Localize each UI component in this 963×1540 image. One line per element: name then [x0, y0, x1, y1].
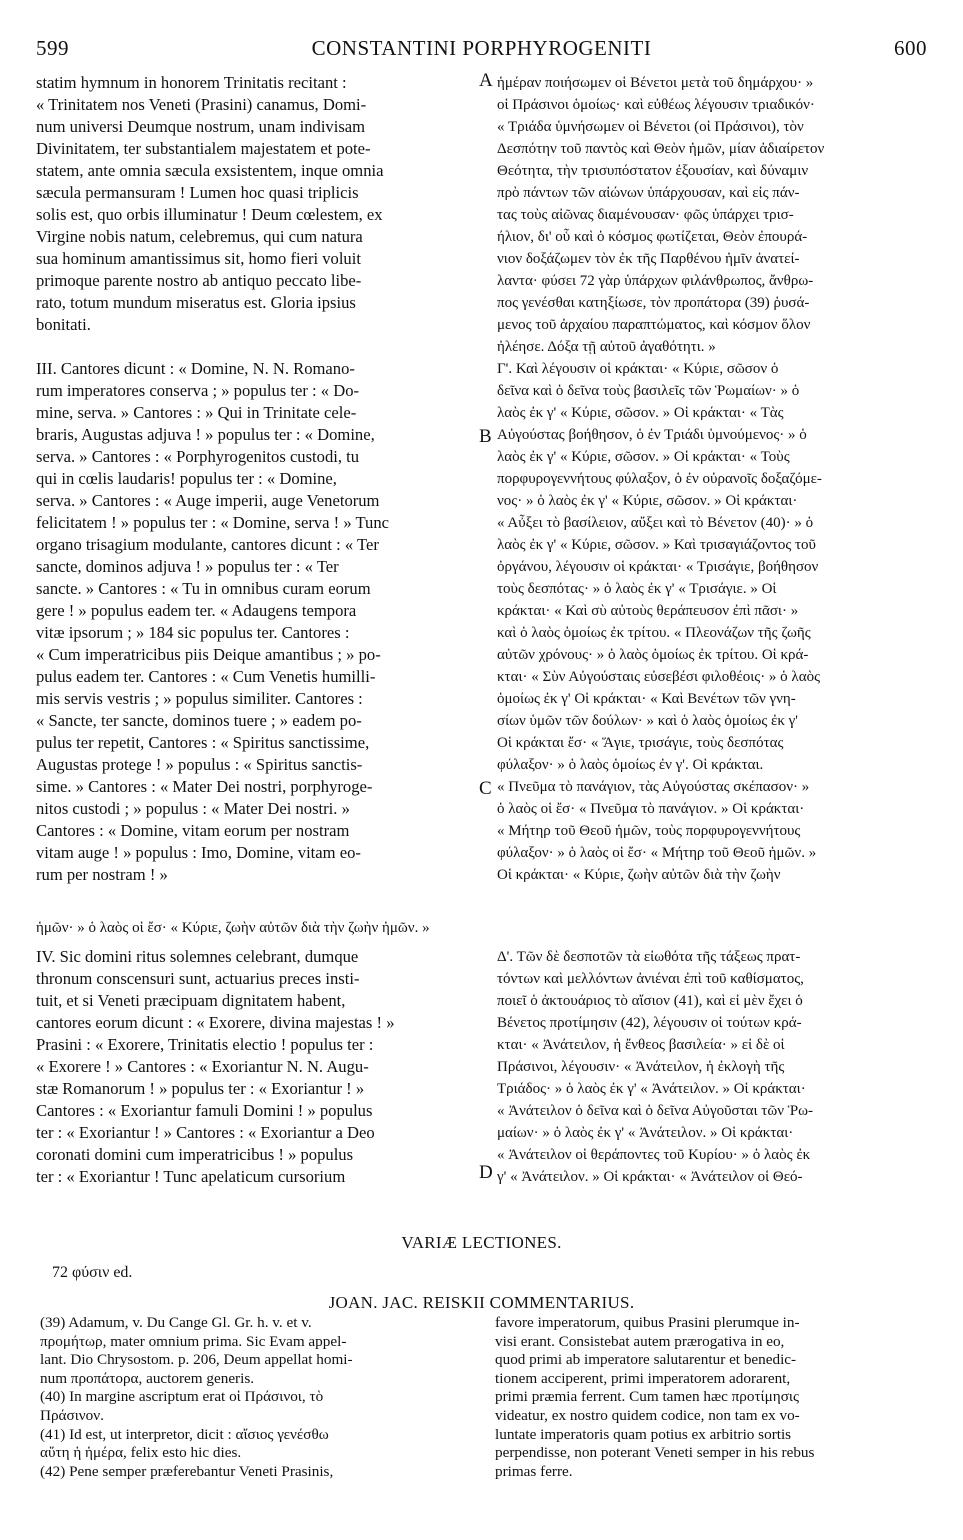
left-page-number: 599 — [36, 36, 69, 60]
text-line: λαὸς ἐκ γ' « Κύριε, σῶσον. » Καὶ τρισαγιάζοντος τοῦ — [497, 537, 816, 553]
margin-marker-a: A — [479, 70, 493, 91]
text-line: serva. » Cantores : « Auge imperii, auge Venetorum — [36, 491, 380, 510]
text-line: « Αὖξει τὸ βασίλειον, αὔξει καὶ τὸ Βένετον (40)· » ὁ — [497, 515, 814, 531]
text-line: (42) Pene semper præferebantur Veneti Prasinis, — [40, 1462, 334, 1480]
text-line: favore imperatorum, quibus Prasini plerumque in- — [495, 1314, 800, 1331]
spanning-greek-line: ἡμῶν· » ὁ λαὸς οἱ ἔσ· « Κύριε, ζωὴν αὐτῶν διὰ τὴν ζωὴν ἡμῶν. » — [36, 920, 430, 936]
commentary-heading: JOAN. JAC. REISKII COMMENTARIUS. — [328, 1293, 635, 1312]
text-line: Γ'. Καὶ λέγουσιν οἱ κράκται· « Κύριε, σῶσον ὁ — [497, 361, 779, 377]
text-line: Prasini : « Exorere, Trinitatis electio ! populus ter : — [36, 1035, 374, 1054]
text-line: τας τοὺς αἰῶνας διαμένουσαν· φῶς ὑπάρχει τρισ- — [497, 207, 794, 223]
text-line: solis est, quo orbis illuminatur ! Deum cœlestem, ex — [36, 205, 383, 224]
text-line: bonitati. — [36, 315, 91, 334]
text-line: num universi Deumque nostrum, unam indivisam — [36, 117, 366, 136]
text-line: rum imperatores conserva ; » populus ter : « Do- — [36, 381, 360, 400]
text-line: οἱ Πράσινοι ὁμοίως· καὶ εὐθέως λέγουσιν τριαδικόν· — [497, 97, 815, 113]
margin-marker-b: B — [479, 426, 492, 447]
text-line: « Πνεῦμα τὸ πανάγιον, τὰς Αὐγούστας σκέπασον· » — [497, 779, 810, 795]
text-line — [36, 336, 474, 358]
margin-marker-d: D — [479, 1162, 493, 1183]
text-line: III. Cantores dicunt : « Domine, N. N. Romano- — [36, 359, 355, 378]
text-line: προμήτωρ, mater omnium prima. Sic Evam appel- — [40, 1332, 347, 1350]
text-line: « Ἀνάτειλον ὁ δεῖνα καὶ ὁ δεῖνα Αὐγοῦσται τῶν Ῥω- — [497, 1103, 813, 1119]
text-line: vitæ ipsorum ; » 184 sic populus ter. Cantores : — [36, 623, 350, 642]
text-line: γ' « Ἀνάτειλον. » Οἱ κράκται· « Ἀνάτειλον οἱ Θεό- — [497, 1169, 803, 1185]
text-line: κράκται· « Καὶ σὺ αὐτοὺς θεράπευσον ἐπὶ πᾶσι· » — [497, 603, 799, 619]
commentary-left-column — [40, 1314, 480, 1481]
text-line: Πράσινον. — [40, 1406, 104, 1424]
text-line: statim hymnum in honorem Trinitatis recitant : — [36, 73, 347, 92]
text-line: primas ferre. — [495, 1462, 573, 1480]
text-line: Cantores : « Domine, vitam eorum per nostram — [36, 821, 350, 840]
text-line: braris, Augustas adjuva ! » populus ter : « Domine, — [36, 425, 375, 444]
text-line: δεῖνα καὶ ὁ δεῖνα τοὺς βασιλεῖς τῶν Ῥωμαίων· » ὁ — [497, 383, 800, 399]
text-line: videatur, ex nostro quidem codice, non tam ex vo- — [495, 1406, 800, 1424]
text-line: ἡμέραν ποιήσωμεν οἱ Βένετοι μετὰ τοῦ δημάρχου· » — [497, 75, 814, 91]
text-line: « Cum imperatricibus piis Deique amantibus ; » po- — [36, 645, 381, 664]
text-line: Δεσπότην τοῦ παντὸς καὶ Θεὸν ἡμῶν, μίαν ἀδιαίρετον — [497, 141, 825, 157]
text-line: num προπάτορα, auctorem generis. — [40, 1369, 255, 1387]
text-line: serva. » Cantores : « Porphyrogenitos custodi, tu — [36, 447, 360, 466]
text-line: πορφυρογεννήτους φύλαξον, ὁ ἐν οὐρανοῖς δοξαζόμε- — [497, 471, 822, 487]
text-line: rato, totum mundum miseratus est. Gloria ipsius — [36, 293, 356, 312]
text-line: ὁ λαὸς οἱ ἔσ· « Πνεῦμα τὸ πανάγιον. » Οἱ κράκται· — [497, 801, 805, 817]
text-line: τόντων καὶ μελλόντων ἀνιέναι ἐπὶ τοῦ καθίσματος, — [497, 971, 804, 987]
text-line: (41) Id est, ut interpretor, dicit : αἴσιος γενέσθω — [40, 1425, 329, 1443]
text-line: ὀργάνου, λέγουσιν οἱ κράκται· « Τρισάγιε, βοήθησον — [497, 559, 819, 575]
text-line: (39) Adamum, v. Du Cange Gl. Gr. h. v. et v. — [40, 1314, 312, 1331]
text-line: nitos custodi ; » populus : « Mater Dei nostri. » — [36, 799, 350, 818]
text-line: ποιεῖ ὁ ἀκτουάριος τὸ αἴσιον (41), καὶ εἰ μὲν ἔχει ὁ — [497, 993, 803, 1009]
text-line: Τριάδος· » ὁ λαὸς ἐκ γ' « Ἀνάτειλον. » Οἱ κράκται· — [497, 1081, 806, 1097]
text-line: μενος τοῦ ἀρχαίου παραπτώματος, καὶ κόσμον ὅλον — [497, 317, 811, 333]
text-line: Divinitatem, ter substantialem majestatem et pote- — [36, 139, 371, 158]
commentary-right-column — [495, 1314, 930, 1481]
text-line: gere ! » populus eadem ter. « Adaugens tempora — [36, 601, 357, 620]
text-line: ήλιον, δι' οὗ καὶ ὁ κόσμος φωτίζεται, Θεὸν ἐπουρά- — [497, 229, 808, 245]
text-line: Πράσινοι, λέγουσιν· « Ἀνάτειλον, ἡ ἐκλογὴ τῆς — [497, 1059, 785, 1075]
text-line: « Sancte, ter sancte, dominos tuere ; » eadem po- — [36, 711, 362, 730]
text-line: φύλαξον· » ὁ λαὸς ὁμοίως ἐν γ'. Οἱ κράκται. — [497, 757, 764, 773]
text-line: Οἱ κράκται· « Κύριε, ζωὴν αὐτῶν διὰ τὴν ζωὴν — [497, 867, 781, 883]
text-line: νιον δοξάζωμεν τὸν ἐκ τῆς Παρθένου ἡμῖν ἀνατεί- — [497, 251, 800, 267]
text-line: λαντα· φύσει 72 γὰρ ὑπάρχων φιλάνθρωπος, ἄνθρω- — [497, 273, 814, 289]
text-line: cantores eorum dicunt : « Exorere, divina majestas ! » — [36, 1013, 395, 1032]
text-line: νος· » ὁ λαὸς ἐκ γ' « Κύριε, σῶσον. » Οἱ κράκται· — [497, 493, 798, 509]
text-line: organo trisagium modulante, cantores dicunt : « Ter — [36, 535, 379, 554]
text-line: pulus eadem ter. Cantores : « Cum Venetis humilli- — [36, 667, 376, 686]
running-title: CONSTANTINI PORPHYROGENITI — [311, 36, 652, 60]
text-line: sime. » Cantores : « Mater Dei nostri, porphyroge- — [36, 777, 373, 796]
text-line: « Trinitatem nos Veneti (Prasini) canamus, Domi- — [36, 95, 367, 114]
text-line: mis servis vestris ; » populus similiter. Cantores : — [36, 689, 363, 708]
text-line: αὐτῶν χρόνους· » ὁ λαὸς ὁμοίως ἐκ τρίτου. Οἱ κρά- — [497, 647, 809, 663]
text-line: τοὺς δεσπότας· » ὁ λαὸς ἐκ γ' « Τρισάγιε. » Οἱ — [497, 581, 777, 597]
latin-column-top — [36, 72, 474, 886]
text-line: rum per nostram ! » — [36, 865, 168, 884]
text-line: ter : « Exoriantur ! » Cantores : « Exoriantur a Deo — [36, 1123, 375, 1142]
text-line: « Τριάδα ὑμνήσωμεν οἱ Βένετοι (οἱ Πράσινοι), τὸν — [497, 119, 804, 135]
text-line: Θεότητα, τὴν τρισυπόστατον ἐξουσίαν, καὶ δύναμιν — [497, 163, 809, 179]
margin-marker-c: C — [479, 778, 492, 799]
text-line: lant. Dio Chrysostom. p. 206, Deum appellat homi- — [40, 1351, 353, 1369]
text-line: coronati domini cum imperatricibus ! » populus — [36, 1145, 354, 1164]
text-line: καὶ ὁ λαὸς ὁμοίως ἐκ τρίτου. « Πλεονάζων τῆς ζωῆς — [497, 625, 811, 641]
text-line: σίων ὑμῶν τῶν δούλων· » καὶ ὁ λαὸς ὁμοίως ἐκ γ' — [497, 713, 798, 729]
text-line: sua hominum amantissimus sit, homo fieri voluit — [36, 249, 361, 268]
text-line: primoque parente nostro ab antiquo peccato libe- — [36, 271, 362, 290]
text-line: primi præmia ferrent. Cum tamen hæc προτίμησις — [495, 1388, 800, 1406]
text-line: stæ Romanorum ! » populus ter : « Exoriantur ! » — [36, 1079, 365, 1098]
text-line: qui in cœlis laudaris! populus ter : « Domine, — [36, 469, 337, 488]
text-line: ἠλέησε. Δόξα τῇ αὐτοῦ ἀγαθότητι. » — [497, 339, 716, 355]
text-line: vitam auge ! » populus : Imo, Domine, vitam eo- — [36, 843, 361, 862]
text-line: κται· « Ἀνάτειλον, ἡ ἔνθεος βασιλεία· » εἰ δὲ οἱ — [497, 1037, 785, 1053]
text-line: φύλαξον· » ὁ λαὸς οἱ ἔσ· « Μήτηρ τοῦ Θεοῦ ἡμῶν. » — [497, 845, 817, 861]
variae-lectiones-heading: VARIÆ LECTIONES. — [401, 1233, 562, 1252]
text-line: visi erant. Consistebat autem prærogativa in eo, — [495, 1332, 785, 1350]
text-line: Οἱ κράκται ἔσ· « Ἅγιε, τρισάγιε, τοὺς δεσπότας — [497, 735, 784, 751]
text-line: πρὸ πάντων τῶν αἰώνων ὑπάρχουσαν, καὶ εἰς πάν- — [497, 185, 800, 201]
text-line: μαίων· » ὁ λαὸς ἐκ γ' « Ἀνάτειλον. » Οἱ κράκται· — [497, 1125, 794, 1141]
text-line: tionem acciperent, primi imperatorem adorarent, — [495, 1369, 791, 1387]
text-line: Cantores : « Exoriantur famuli Domini ! » populus — [36, 1101, 373, 1120]
page-header — [36, 36, 927, 62]
text-line: statem, ante omnia sæcula exsistentem, inque omnia — [36, 161, 384, 180]
text-line: thronum conscensuri sunt, actuarius preces insti- — [36, 969, 360, 988]
text-line: « Μήτηρ τοῦ Θεοῦ ἡμῶν, τοὺς πορφυρογεννήτους — [497, 823, 801, 839]
text-line: Βένετος προτίμησιν (42), λέγουσιν οἱ τούτων κρά- — [497, 1015, 802, 1031]
text-line: perpendisse, non poterant Veneti semper in his rebus — [495, 1444, 815, 1462]
text-line: felicitatem ! » populus ter : « Domine, serva ! » Tunc — [36, 513, 390, 532]
text-line: quod primi ab imperatore salutarentur et benedic- — [495, 1351, 797, 1369]
text-line: « Exorere ! » Cantores : « Exoriantur N. N. Augu- — [36, 1057, 369, 1076]
text-line: ὁμοίως ἐκ γ' Οἱ κράκται· « Καὶ Βενέτων τῶν γνη- — [497, 691, 796, 707]
text-line: « Ἀνάτειλον οἱ θεράποντες τοῦ Κυρίου· » ὁ λαὸς ἐκ — [497, 1147, 811, 1163]
text-line: πος γενέσθαι κατηξίωσε, τὸν προπάτορα (39) ῥυσά- — [497, 295, 810, 311]
text-line: tuit, et si Veneti præcipuam dignitatem habent, — [36, 991, 346, 1010]
text-line: Augustas protege ! » populus : « Spiritus sanctis- — [36, 755, 363, 774]
variant-reading-note: 72 φύσιν ed. — [52, 1264, 133, 1281]
text-line: λαὸς ἐκ γ' « Κύριε, σῶσον. » Οἱ κράκται· « Τὰς — [497, 405, 784, 421]
text-line: Αὐγούστας βοήθησον, ὁ ἐν Τριάδι ὑμνούμενος· » ὁ — [497, 427, 807, 443]
text-line: luntate imperatoris quam potius ex arbitrio sortis — [495, 1425, 792, 1443]
text-line: λαὸς ἐκ γ' « Κύριε, σῶσον. » Οἱ κράκται· « Τοὺς — [497, 449, 790, 465]
text-line: κται· « Σὺν Αὐγούσταις εὐσεβέσι φιλοθέοις· » ὁ λαὸς — [497, 669, 821, 685]
text-line: ter : « Exoriantur ! Tunc apelaticum cursorium — [36, 1167, 346, 1186]
right-page-number: 600 — [894, 36, 927, 60]
latin-column-section-iv — [36, 946, 474, 1188]
text-line: sæcula permansuram ! Lumen hoc quasi triplicis — [36, 183, 359, 202]
text-line: sancte. » Cantores : « Tu in omnibus curam eorum — [36, 579, 371, 598]
text-line: mine, serva. » Cantores : » Qui in Trinitate cele- — [36, 403, 357, 422]
text-line: sancte, dominos adjuva ! » populus ter : « Ter — [36, 557, 339, 576]
text-line: (40) In margine ascriptum erat οἱ Πράσινοι, τὸ — [40, 1388, 324, 1406]
text-line: Virgine nobis natum, celebremus, qui cum natura — [36, 227, 363, 246]
greek-column-section-iv — [497, 946, 929, 1188]
text-line: Δ'. Τῶν δὲ δεσποτῶν τὰ εἰωθότα τῆς τάξεως πρατ- — [497, 949, 801, 965]
text-line: αὕτη ἡ ἡμέρα, felix esto hic dies. — [40, 1444, 242, 1462]
text-line: IV. Sic domini ritus solemnes celebrant, dumque — [36, 947, 359, 966]
text-line: pulus ter repetit, Cantores : « Spiritus sanctissime, — [36, 733, 370, 752]
greek-column-top — [497, 72, 929, 886]
